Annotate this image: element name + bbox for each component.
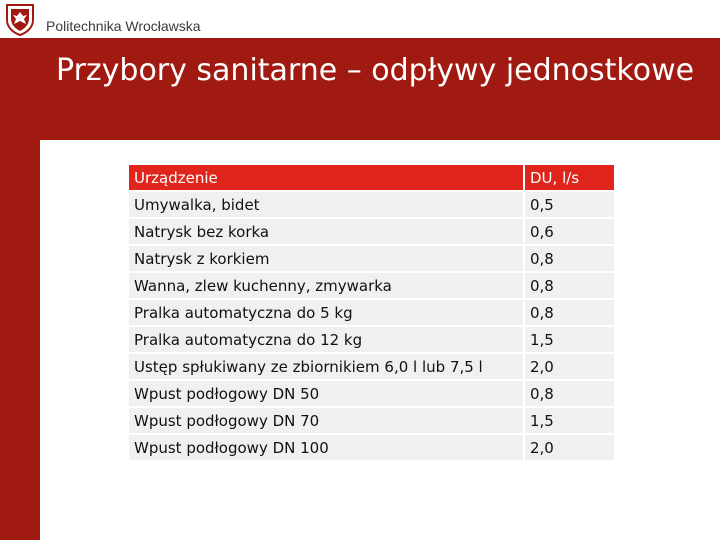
du-value-cell: 2,0 — [524, 434, 615, 461]
device-cell: Umywalka, bidet — [128, 191, 524, 218]
table-row — [128, 191, 615, 218]
table-row — [128, 380, 615, 407]
table-row — [128, 434, 615, 461]
du-value-cell: 1,5 — [524, 407, 615, 434]
du-value-cell: 0,8 — [524, 272, 615, 299]
eagle-shield-icon — [3, 2, 37, 36]
du-value-cell: 0,6 — [524, 218, 615, 245]
du-value-cell: 0,8 — [524, 245, 615, 272]
device-cell: Wanna, zlew kuchenny, zmywarka — [128, 272, 524, 299]
left-accent-bar — [0, 38, 40, 540]
du-value-cell: 0,5 — [524, 191, 615, 218]
table-row — [128, 407, 615, 434]
device-cell: Wpust podłogowy DN 50 — [128, 380, 524, 407]
du-value-cell: 0,8 — [524, 299, 615, 326]
device-cell: Wpust podłogowy DN 70 — [128, 407, 524, 434]
du-value-cell: 0,8 — [524, 380, 615, 407]
table-row — [128, 218, 615, 245]
device-cell: Ustęp spłukiwany ze zbiornikiem 6,0 l lub 7,5 l — [128, 353, 524, 380]
table-header-row — [128, 164, 615, 191]
drainage-units-table — [127, 163, 616, 462]
header — [0, 0, 720, 38]
university-name: Politechnika Wrocławska — [46, 18, 201, 34]
table-row — [128, 326, 615, 353]
device-cell: Wpust podłogowy DN 100 — [128, 434, 524, 461]
device-cell: Pralka automatyczna do 12 kg — [128, 326, 524, 353]
column-header-device: Urządzenie — [128, 164, 524, 191]
table-row — [128, 299, 615, 326]
du-value-cell: 1,5 — [524, 326, 615, 353]
device-cell: Natrysk z korkiem — [128, 245, 524, 272]
title-band — [40, 38, 720, 140]
device-cell: Pralka automatyczna do 5 kg — [128, 299, 524, 326]
du-value-cell: 2,0 — [524, 353, 615, 380]
table-row — [128, 272, 615, 299]
slide-title: Przybory sanitarne – odpływy jednostkowe — [56, 53, 695, 88]
device-cell: Natrysk bez korka — [128, 218, 524, 245]
table-row — [128, 353, 615, 380]
table-row — [128, 245, 615, 272]
column-header-du: DU, l/s — [524, 164, 615, 191]
